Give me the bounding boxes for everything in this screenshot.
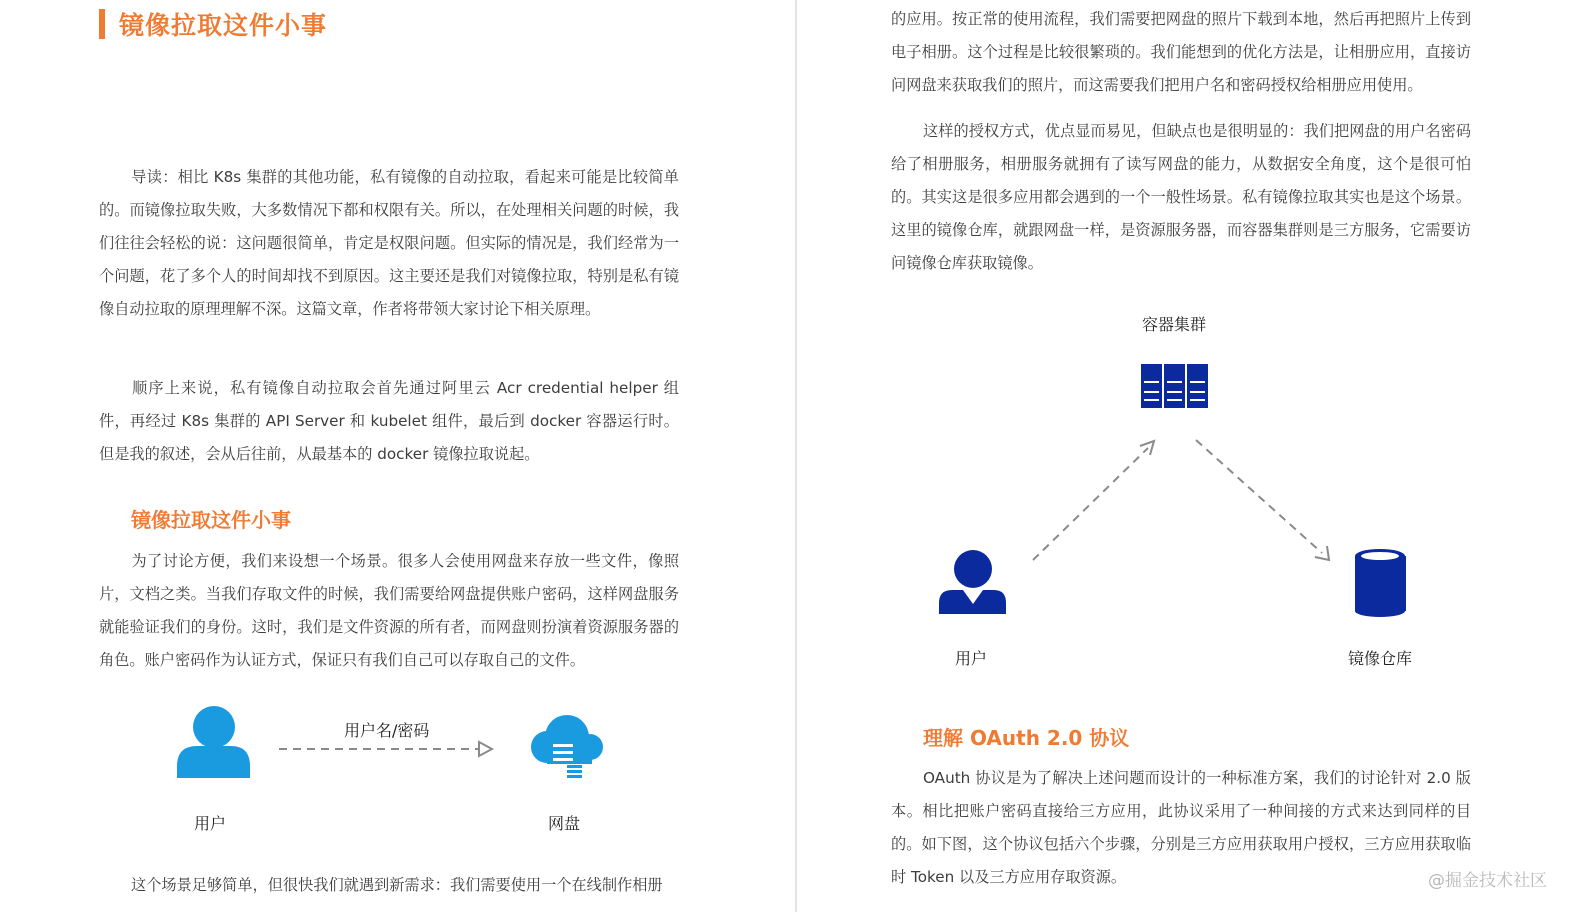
user-label: 用户: [194, 814, 227, 833]
paragraph-2-text: 顺序上来说，私有镜像自动拉取会首先通过阿里云 Acr credential helper 组件，再经过 K8s 集群的 API Server 和 kubelet 组件，最后到 docker 容器运行时。但是我的叙述，会从后往前，从最基本的 docker 镜像拉取说起。: [99, 379, 679, 463]
paragraph-4-text: 这个场景足够简单，但很快我们就遇到新需求：我们需要使用一个在线制作相册: [131, 876, 663, 894]
right-user-label: 用户: [955, 649, 988, 668]
credentials-arrow-label: 用户名/密码: [344, 721, 430, 740]
intro-text: 导读：相比 K8s 集群的其他功能，私有镜像的自动拉取，看起来可能是比较简单的。而镜像拉取失败，大多数情况下都和权限有关。所以，在处理相关问题的时候，我们往往会轻松的说：这问题很简单，肯定是权限问题。但实际的情况是，我们经常为一个问题，花了多个人的时间却找不到原因。这主要还是我们对镜像拉取，特别是私有镜像自动拉取的原理理解不深。这篇文章，作者将带领大家讨论下相关原理。: [99, 168, 679, 318]
registry-label: 镜像仓库: [1348, 649, 1413, 668]
section-title-left: 镜像拉取这件小事: [131, 508, 291, 532]
right-paragraph-1-text: 的应用。按正常的使用流程，我们需要把网盘的照片下载到本地，然后再把照片上传到电子相册。这个过程是比较很繁琐的。我们能想到的优化方法是，让相册应用，直接访问网盘来获取我们的照片，而这需要我们把用户名和密码授权给相册应用使用。: [891, 10, 1471, 94]
server-cluster-icon: [1141, 364, 1208, 408]
dashed-arrow-user-to-cluster: [1033, 441, 1154, 560]
user-icon-navy: [939, 550, 1006, 614]
paragraph-3-text: 为了讨论方便，我们来设想一个场景。很多人会使用网盘来存放一些文件，像照片，文档之类。当我们存取文件的时候，我们需要给网盘提供账户密码，这样网盘服务就能验证我们的身份。这时，我们是文件资源的所有者，而网盘则扮演着资源服务器的角色。账户密码作为认证方式，保证只有我们自己可以存取自己的文件。: [99, 552, 679, 669]
cluster-label: 容器集群: [1142, 315, 1207, 334]
page-title-text: 镜像拉取这件小事: [119, 11, 328, 40]
database-icon: [1355, 549, 1406, 617]
right-paragraph-2-text: 这样的授权方式，优点显而易见，但缺点也是很明显的：我们把网盘的用户名密码给了相册服务，相册服务就拥有了读写网盘的能力，从数据安全角度，这个是很可怕的。其实这是很多应用都会遇到的一个一般性场景。私有镜像拉取其实也是这个场景。这里的镜像仓库，就跟网盘一样，是资源服务器，而容器集群则是三方服务，它需要访问镜像仓库获取镜像。: [891, 122, 1471, 272]
right-paragraph-3: [891, 762, 1471, 894]
section-title-right: 理解 OAuth 2.0 协议: [923, 726, 1130, 750]
right-paragraph-3-text: OAuth 协议是为了解决上述问题而设计的一种标准方案，我们的讨论针对 2.0 版本。相比把账户密码直接给三方应用，此协议采用了一种间接的方式来达到同样的目的。如下图，这个协议包括六个步骤，分别是三方应用获取用户授权，三方应用获取临时 Token 以及三方应用存取资源。: [891, 769, 1471, 886]
watermark: @掘金技术社区: [1428, 871, 1547, 891]
disk-label: 网盘: [548, 814, 581, 833]
dashed-arrow-cluster-to-registry: [1196, 440, 1329, 560]
